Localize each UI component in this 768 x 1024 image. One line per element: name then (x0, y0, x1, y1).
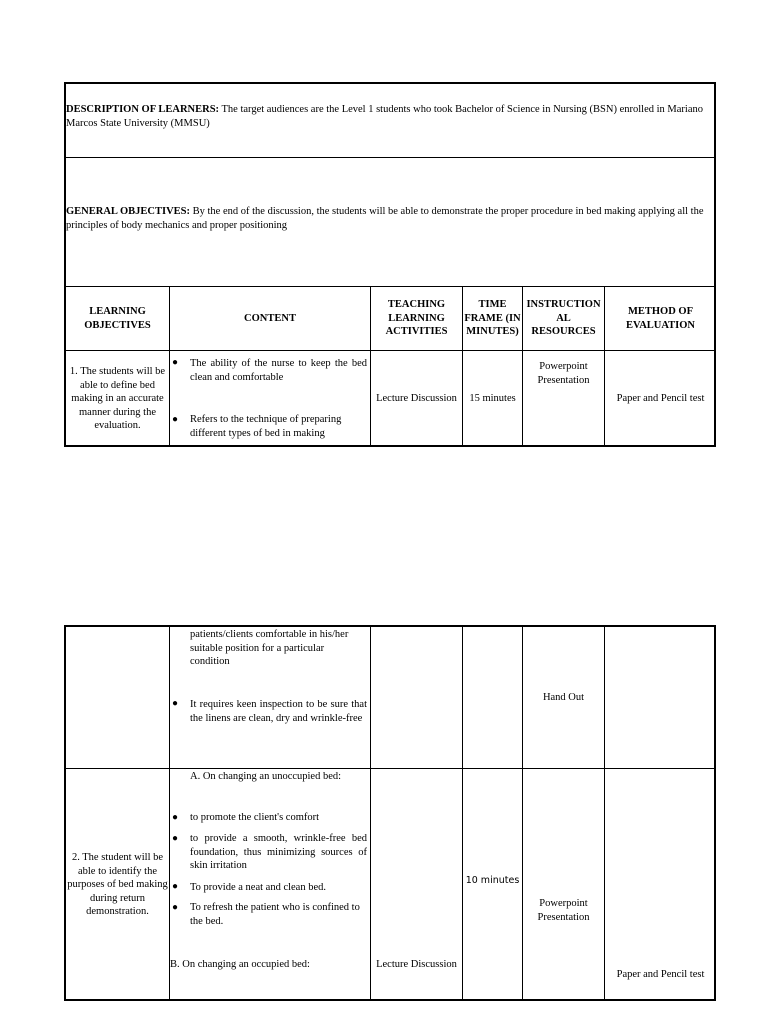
continuation-bullet: It requires keen inspection to be sure that the linens are clean, dry and wrinkle-free (190, 699, 367, 724)
continuation-resource: Hand Out (542, 692, 585, 703)
purpose-bullet-3: To provide a neat and clean bed. (190, 882, 326, 893)
purpose-bullet-2: to provide a smooth, wrinkle-free bed foundation, thus minimizing sources of skin irritation (190, 833, 367, 871)
objective-2-time-cell (463, 769, 523, 1001)
bullet-icon: ● (172, 881, 179, 892)
bullet-icon: ● (172, 698, 179, 709)
section-b-heading: B. On changing an occupied bed: (170, 959, 310, 970)
objective-2-resource-cell (523, 769, 605, 1001)
objective-2-activity: Lecture Discussion (376, 959, 457, 970)
header-time-frame: TIME FRAME (IN MINUTES) (463, 287, 523, 350)
continuation-time-cell (463, 627, 523, 768)
objective-2-row (66, 769, 714, 1001)
continuation-objective-cell (66, 627, 170, 768)
objective-2-resource: Powerpoint Presentation (537, 898, 590, 923)
header-learning-objectives: LEARNING OBJECTIVES (66, 287, 170, 350)
objective-2-evaluation-cell (605, 769, 716, 1001)
continuation-row (66, 627, 714, 769)
continuation-text: patients/clients comfortable in his/her suitable position for a particular condition (190, 629, 349, 667)
objective-1-activity: Lecture Discussion (371, 351, 463, 447)
objective-1-evaluation: Paper and Pencil test (616, 393, 705, 405)
description-row (66, 84, 714, 158)
general-objectives-text (66, 205, 711, 232)
bullet-icon: ● (172, 902, 179, 913)
objective-1-resource: Powerpoint Presentation (537, 361, 590, 386)
bullet-icon: ● (172, 812, 179, 823)
general-objectives-body: By the end of the discussion, the students will be able to demonstrate the proper procedure in bed making applying all the principles of body mechanics and proper positioning (66, 206, 704, 231)
objective-1-row (66, 351, 714, 447)
lesson-plan-table-1 (64, 82, 716, 447)
purpose-bullet-1: to promote the client's comfort (190, 812, 320, 823)
objective-1-text: 1. The students will be able to define bed making in an accurate manner during the evaluation. (66, 351, 170, 447)
header-row (66, 287, 714, 351)
description-text (66, 103, 711, 130)
continuation-evaluation-cell (605, 627, 716, 768)
header-instructional-resources: INSTRUCTION AL RESOURCES (523, 287, 605, 350)
continuation-content (170, 627, 371, 768)
objective-1-time: 15 minutes (463, 351, 523, 447)
description-label: DESCRIPTION OF LEARNERS: (66, 104, 220, 115)
description-body: The target audiences are the Level 1 students who took Bachelor of Science in Nursing (BSN) enrolled in Mariano Marcos State University (MMSU) (66, 104, 703, 129)
section-a-heading: A. On changing an unoccupied bed: (190, 771, 342, 782)
bullet-icon: ● (172, 357, 179, 368)
objective-2-content (170, 769, 371, 1001)
header-content: CONTENT (170, 287, 371, 350)
objective-2-evaluation: Paper and Pencil test (616, 969, 705, 980)
bullet-icon: ● (172, 833, 179, 844)
objective-1-resource-cell (523, 351, 605, 447)
continuation-activity-cell (371, 627, 463, 768)
content-bullet-2: Refers to the technique of preparing different types of bed in making (190, 414, 342, 439)
bullet-icon: ● (172, 414, 179, 425)
continuation-resource-cell (523, 627, 605, 768)
objective-1-content (170, 351, 371, 447)
header-teaching-activities: TEACHING LEARNING ACTIVITIES (371, 287, 463, 350)
header-evaluation: METHOD OF EVALUATION (625, 306, 696, 331)
objective-2-time: 10 minutes (465, 875, 520, 886)
purpose-bullet-4: To refresh the patient who is confined to the bed. (190, 902, 360, 927)
objective-2-activity-cell (371, 769, 463, 1001)
content-bullet-1: The ability of the nurse to keep the bed clean and comfortable (190, 358, 367, 383)
lesson-plan-table-2 (64, 625, 716, 1001)
general-objectives-label: GENERAL OBJECTIVES: (66, 206, 190, 217)
objective-2-text: 2. The student will be able to identify the purposes of bed making during return demonstration. (66, 769, 170, 1001)
general-objectives-row (66, 158, 714, 287)
